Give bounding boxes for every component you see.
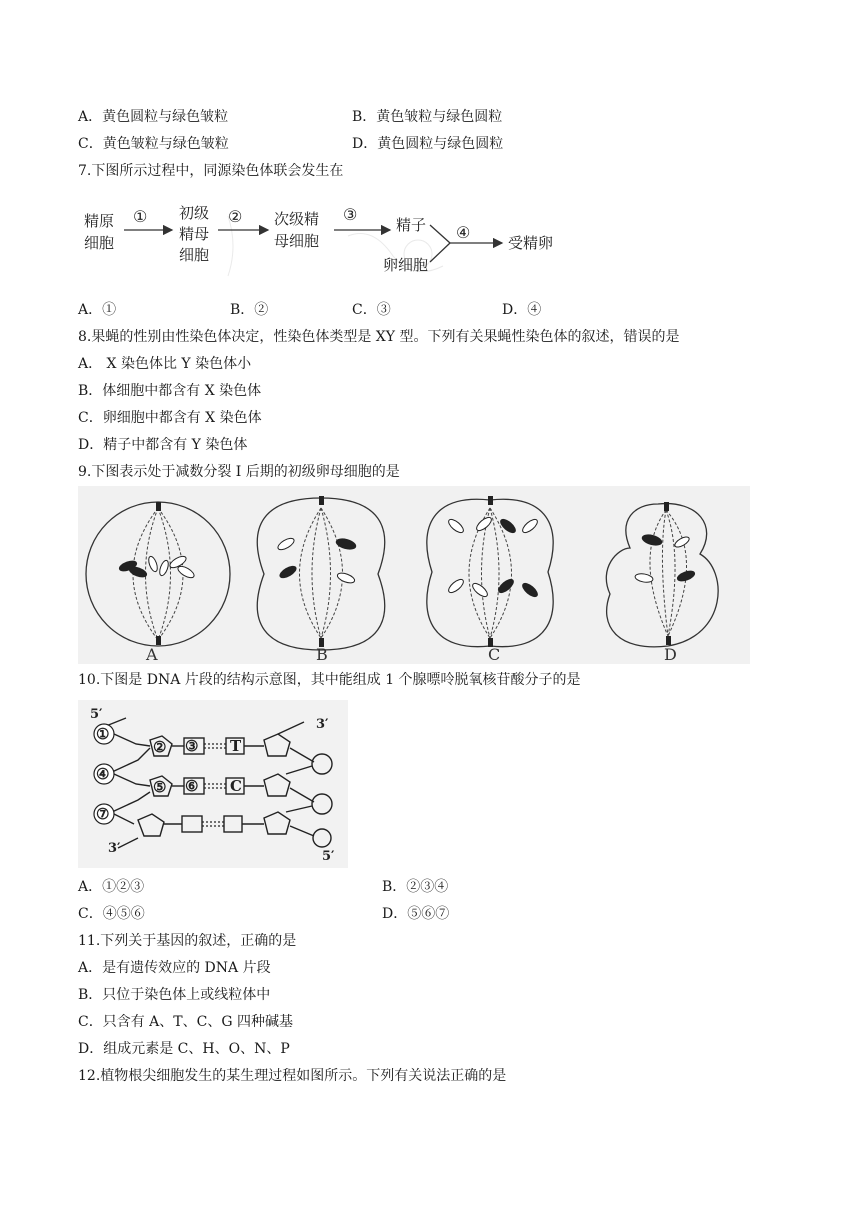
- meiosis-cells-figure: [78, 486, 750, 664]
- dna-5prime-top: 5′: [90, 707, 103, 722]
- flow-step-4: ④: [456, 223, 471, 242]
- dna-label-7: ⑦: [96, 805, 110, 823]
- dna-label-4: ④: [96, 765, 110, 783]
- cell-label-a: A: [146, 645, 158, 664]
- dna-3prime-bottom: 3′: [108, 841, 121, 856]
- q7-stem: 7.下图所示过程中，同源染色体联会发生在: [78, 163, 344, 179]
- q10-option-d: D．⑤⑥⑦: [382, 906, 450, 922]
- cell-label-c: C: [488, 645, 501, 664]
- cell-label-d: D: [664, 645, 677, 664]
- dna-structure-diagram: [78, 700, 348, 868]
- q7-option-b: B．②: [230, 302, 269, 318]
- flow-node-zygote: 受精卵: [508, 234, 554, 252]
- dna-label-6: ⑥: [185, 777, 199, 795]
- q11-stem: 11.下列关于基因的叙述，正确的是: [78, 933, 297, 949]
- q7-option-d: D．④: [502, 302, 542, 318]
- flow-node-secondary-line1: 次级精: [274, 210, 320, 228]
- q10-option-a: A．①②③: [78, 879, 145, 895]
- cell-label-b: B: [316, 645, 328, 664]
- flow-node-egg: 卵细胞: [383, 256, 429, 274]
- flow-step-3: ③: [343, 205, 358, 224]
- q8-option-a: A． X 染色体比 Y 染色体小: [78, 356, 252, 372]
- flow-node-primary-line2: 精母: [179, 225, 210, 243]
- q12-stem: 12.植物根尖细胞发生的某生理过程如图所示。下列有关说法正确的是: [78, 1068, 507, 1084]
- q7-option-a: A．①: [78, 302, 117, 318]
- flow-step-1: ①: [133, 207, 148, 226]
- q9-stem: 9.下图表示处于减数分裂 I 后期的初级卵母细胞的是: [78, 464, 400, 480]
- q8-option-d: D．精子中都含有 Y 染色体: [78, 437, 248, 453]
- flow-join-sperm: [430, 225, 450, 243]
- q6-option-b: B．黄色皱粒与绿色圆粒: [352, 109, 503, 125]
- q11-option-d: D．组成元素是 C、H、O、N、P: [78, 1041, 290, 1057]
- dna-3prime-top: 3′: [316, 717, 329, 732]
- spermatogenesis-flow-diagram: [78, 196, 578, 288]
- q6-option-a: A．黄色圆粒与绿色皱粒: [78, 109, 229, 125]
- flow-node-primary-line1: 初级: [179, 204, 210, 222]
- dna-5prime-bottom: 5′: [322, 849, 335, 864]
- dna-label-3: ③: [185, 737, 199, 755]
- dna-base-t: T: [230, 737, 242, 755]
- q8-option-b: B．体细胞中都含有 X 染色体: [78, 383, 262, 399]
- dna-label-2: ②: [153, 738, 167, 756]
- flow-join-egg: [430, 243, 450, 262]
- flow-node-sperm: 精子: [396, 216, 427, 234]
- dna-base-c: C: [230, 777, 242, 795]
- q6-option-d: D．黄色圆粒与绿色圆粒: [352, 136, 504, 152]
- q11-option-a: A．是有遗传效应的 DNA 片段: [78, 960, 271, 976]
- q6-option-c: C．黄色皱粒与绿色皱粒: [78, 136, 229, 152]
- flow-node-secondary-line2: 母细胞: [274, 232, 320, 250]
- flow-node-primary-line3: 细胞: [179, 246, 210, 264]
- q10-option-c: C．④⑤⑥: [78, 906, 145, 922]
- q10-option-b: B．②③④: [382, 879, 449, 895]
- q11-option-b: B．只位于染色体上或线粒体中: [78, 987, 271, 1003]
- flow-step-2: ②: [228, 207, 243, 226]
- dna-label-5: ⑤: [153, 778, 167, 796]
- q11-option-c: C．只含有 A、T、C、G 四种碱基: [78, 1014, 293, 1030]
- q10-stem: 10.下图是 DNA 片段的结构示意图，其中能组成 1 个腺嘌呤脱氧核苷酸分子的是: [78, 672, 581, 688]
- flow-node-spermatogonium-line2: 细胞: [84, 234, 115, 252]
- q8-stem: 8.果蝇的性别由性染色体决定，性染色体类型是 XY 型。下列有关果蝇性染色体的叙述，错误的是: [78, 329, 680, 345]
- q8-option-c: C．卵细胞中都含有 X 染色体: [78, 410, 262, 426]
- q7-option-c: C．③: [352, 302, 391, 318]
- dna-label-1: ①: [96, 725, 110, 743]
- flow-node-spermatogonium-line1: 精原: [84, 212, 115, 230]
